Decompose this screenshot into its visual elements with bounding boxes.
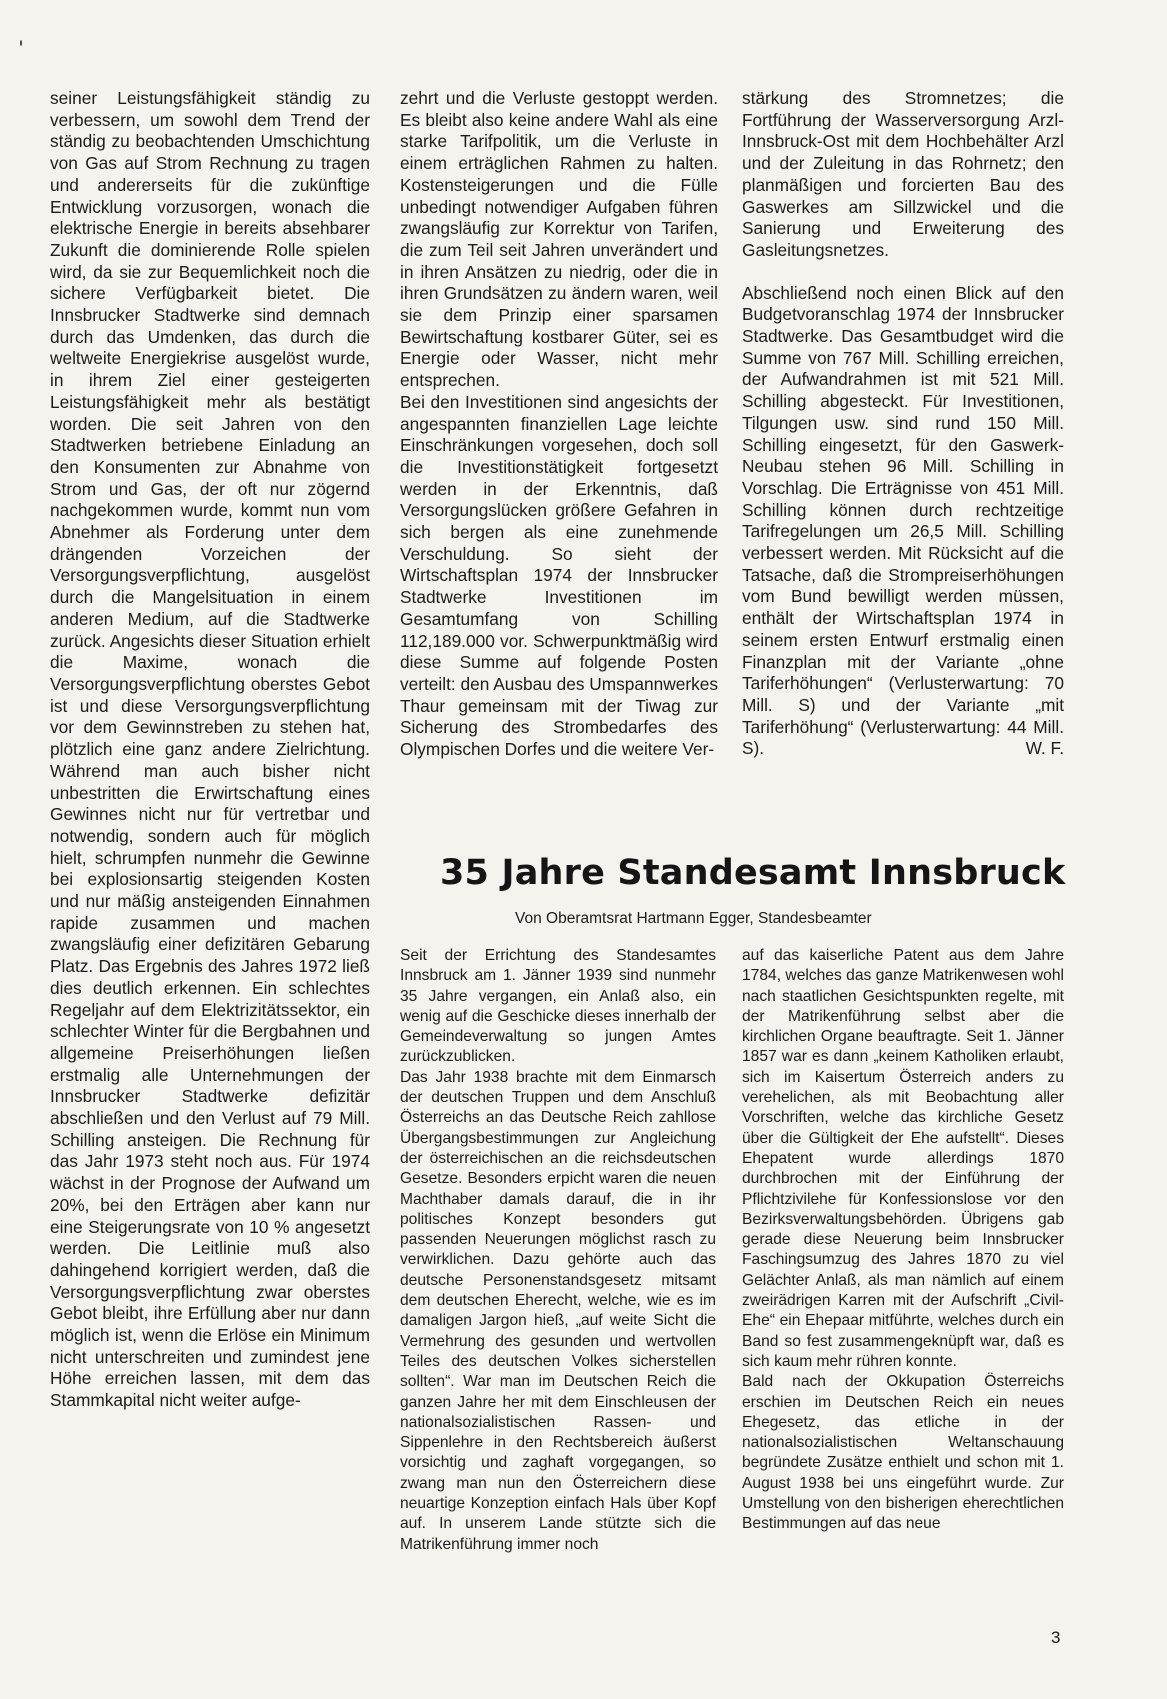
page-number: 3 xyxy=(1051,1628,1061,1647)
article-column-2 xyxy=(742,946,1064,1535)
paragraph: zehrt und die Verluste gestoppt werden. Es bleibt also keine andere Wahl als eine starke Tarifpolitik, um die Verluste in einem erträglichen Rahmen zu halten. Kostensteigerungen und die Fülle unbedingt notwendiger Aufgaben führen zwangsläufig zur Korrektur von Tarifen, die zum Teil seit Jahren unverändert und in ihren Ansätzen zu niedrig, oder die in ihren Grundsätzen zu ändern waren, weil sie dem Prinzip einer sparsamen Bewirtschaftung kostbarer Güter, sei es Energie oder Wasser, nicht mehr entsprechen. xyxy=(400,88,718,391)
print-speck xyxy=(20,40,22,46)
paragraph: Seit der Errichtung des Standesamtes Innsbruck am 1. Jänner 1939 sind nunmehr 35 Jahre vergangen, ein Anlaß also, ein wenig auf die Geschicke dieses innerhalb der Gemeindeverwaltung so jungen Amtes zurückzublicken. xyxy=(400,947,716,1066)
paragraph: seiner Leistungsfähigkeit ständig zu verbessern, um sowohl dem Trend der ständig zu beobachtenden Umschichtung von Gas auf Strom Rechnung zu tragen und andererseits für die zukünftige Entwicklung vorzusorgen, wonach die elektrische Energie in bereits absehbarer Zukunft die dominierende Rolle spielen wird, da sie zur Bequemlichkeit noch die sichere Verfügbarkeit bietet. Die Innsbrucker Stadtwerke sind demnach durch das Umdenken, das durch die weltweite Energiekrise ausgelöst wurde, in ihrem Ziel einer gesteigerten Leistungsfähigkeit mehr als bestätigt worden. Die seit Jahren von den Stadtwerken betriebene Einladung an den Konsumenten zur Abnahme von Strom und Gas, der oft nur zögernd nachgekommen wurde, kommt nun vom Abnehmer als Forderung unter dem drängenden Vorzeichen der Versorgungsverpflichtung, ausgelöst durch die Mangelsituation in einem anderen Medium, auf die Stadtwerke zurück. Angesichts dieser Situation erhielt die Maxime, wonach die Versorgungsverpflichtung oberstes Gebot ist und diese Versorgungsverpflichtung vor dem Gewinnstreben zu stehen hat, plötzlich eine ganz andere Zielrichtung. Während man auch bisher nicht unbestritten die Erwirtschaftung eines Gewinnes nicht nur für vertretbar und notwendig, sondern auch für möglich hielt, schrumpfen nunmehr die Gewinne bei explosionsartig steigenden Kosten und nur mäßig ansteigenden Einnahmen rapide zusammen und machen zwangsläufig einer defizitären Gebarung Platz. Das Ergebnis des Jahres 1972 ließ dies deutlich erkennen. Ein schlechtes Regeljahr auf dem Elektrizitätssektor, ein schlechter Winter für die Bergbahnen und allgemeine Preiserhöhungen ließen erstmalig alle Unternehmungen der Innsbrucker Stadtwerke defizitär abschließen und den Verlust auf 79 Mill. Schilling ansteigen. Die Rechnung für das Jahr 1973 steht noch aus. Für 1974 wächst in der Prognose der Aufwand um 20%, bei den Erträgen aber kann nur eine Steigerungsrate von 10 % angesetzt werden. Die Leitlinie muß also dahingehend korrigiert werden, daß die Versorgungsverpflichtung zwar oberstes Gebot bleibt, ihre Erfüllung aber nur dann möglich ist, wenn die Erlöse ein Minimum nicht unterschreiten und zumindest jene Höhe erreichen lassen, mit dem das Stammkapital nicht weiter aufge- xyxy=(50,88,370,1411)
text-column-1 xyxy=(50,88,370,1412)
paragraph: Das Jahr 1938 brachte mit dem Einmarsch der deutschen Truppen und dem Anschluß Österreichs an das Deutsche Reich zahllose Übergangsbestimmungen zur Angleichung der österreichischen an die reichsdeutschen Gesetze. Besonders erpicht waren die neuen Machthaber damals darauf, die in ihr politisches Konzept besonders gut passenden Neuerungen möglichst rasch zu verwirklichen. Dazu gehörte auch das deutsche Personenstandsgesetz mitsamt dem deutschen Eherecht, welche, wie es im damaligen Jargon hieß, „auf weite Sicht die Vermehrung des gesunden und wertvollen Teiles des deutschen Volkes sicherstellen sollten“. War man im Deutschen Reich die ganzen Jahre her mit dem Einschleusen der nationalsozialistischen Rassen- und Sippenlehre in den Rechtsbereich äußerst vorsichtig und zaghaft vorgegangen, so zwang man nun den Österreichern diese neuartige Konzeption einfach Hals über Kopf auf. In unserem Lande stützte sich die Matrikenführung immer noch xyxy=(400,1068,716,1553)
author-initials: W. F. xyxy=(1025,738,1064,759)
article-title: 35 Jahre Standesamt Innsbruck xyxy=(440,853,1066,893)
paragraph: auf das kaiserliche Patent aus dem Jahre 1784, welches das ganze Matrikenwesen wohl nach staatlichen Gesichtspunkten regelte, mit der Matrikenführung selbst aber die kirchlichen Organe beauftragte. Seit 1. Jänner 1857 war es dann „keinem Katholiken erlaubt, sich im Kaisertum Österreich anders zu verehelichen, als mit Beobachtung aller Vorschriften, welche das kirchliche Gesetz über die Gültigkeit der Ehe aufstellt“. Dieses Ehepatent wurde allerdings 1870 durchbrochen mit der Einführung der Pflichtzivilehe für Konfessionslose vor den Bezirksverwaltungsbehörden. Übrigens gab gerade diese Neuerung beim Innsbrucker Faschingsumzug des Jahres 1870 zu viel Gelächter Anlaß, als man nämlich auf einem zweirädrigen Karren mit der Aufschrift „Civil-Ehe“ ein Ehepaar mitführte, welches durch ein Band so fest zusammengeknüpft war, daß es sich kaum mehr rühren konnte. xyxy=(742,947,1064,1370)
paragraph-text: Abschließend noch einen Blick auf den Budgetvoranschlag 1974 der Innsbrucker Stadtwerke. Das Gesamtbudget wird die Summe von 767 Mill. Schilling erreichen, der Aufwandrahmen ist mit 521 Mill. Schilling abgesteckt. Für Investitionen, Tilgungen usw. sind rund 150 Mill. Schilling eingesetzt, für den Gaswerk-Neubau stehen 96 Mill. Schilling in Vorschlag. Die Erträgnisse von 451 Mill. Schilling können durch rechtzeitige Tarifregelungen um 26,5 Mill. Schilling verbessert werden. Mit Rücksicht auf die Tatsache, daß die Strompreiserhöhungen vom Bund bewilligt werden müssen, enthält der Wirtschaftsplan 1974 in seinem ersten Entwurf erstmalig einen Finanzplan mit der Variante „ohne Tariferhöhungen“ (Verlusterwartung: 70 Mill. S) und der Variante „mit Tariferhöhung“ (Verlusterwartung: 44 Mill. S). xyxy=(742,282,1064,759)
paragraph: stärkung des Stromnetzes; die Fortführung der Wasserversorgung Arzl-Innsbruck-Ost mit dem Hochbehälter Arzl und der Zuleitung in das Rohrnetz; den planmäßigen und forcierten Bau des Gaswerkes am Sillzwickel und die Sanierung und Erweiterung des Gasleitungsnetzes. xyxy=(742,88,1064,260)
paragraph: Bald nach der Okkupation Österreichs erschien im Deutschen Reich ein neues Ehegesetz, das etliche in der nationalsozialistischen Weltanschauung begründete Zusätze enthielt und schon mit 1. August 1938 bei uns eingeführt wurde. Zur Umstellung von den bisherigen eherechtlichen Bestimmungen auf das neue xyxy=(742,1373,1064,1533)
text-column-2 xyxy=(400,88,718,761)
article-byline: Von Oberamtsrat Hartmann Egger, Standesbeamter xyxy=(515,910,872,927)
text-column-3 xyxy=(742,88,1064,760)
paragraph: Bei den Investitionen sind angesichts der angespannten finanziellen Lage leichte Einschränkungen vorgesehen, doch soll die Investitionstätigkeit fortgesetzt werden in der Erkenntnis, daß Versorgungslücken größere Gefahren in sich bergen als eine zunehmende Verschuldung. So sieht der Wirtschaftsplan 1974 der Innsbrucker Stadtwerke Investitionen im Gesamtumfang von Schilling 112,189.000 vor. Schwerpunktmäßig wird diese Summe auf folgende Posten verteilt: den Ausbau des Umspannwerkes Thaur gemeinsam mit der Tiwag zur Sicherung des Strombedarfes des Olympischen Dorfes und die weitere Ver- xyxy=(400,391,718,760)
article-column-1 xyxy=(400,946,716,1555)
paragraph xyxy=(742,283,1064,760)
